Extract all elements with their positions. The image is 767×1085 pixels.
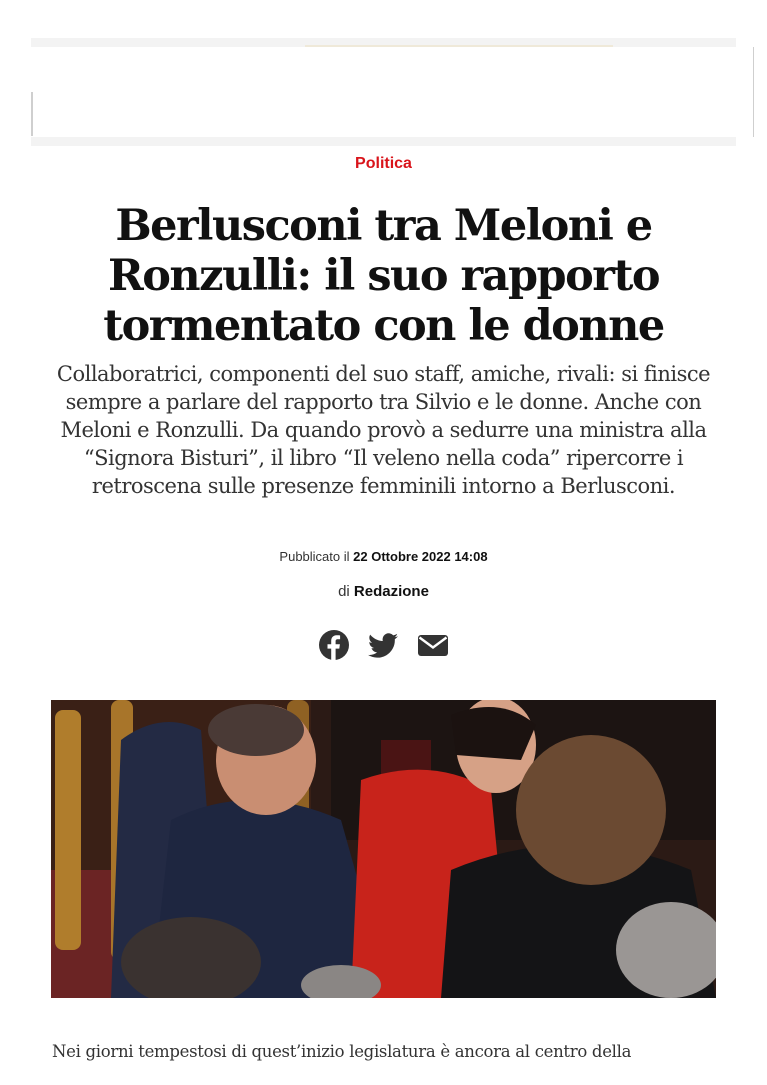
article-subtitle: Collaboratrici, componenti del suo staff, amiche, rivali: si finisce sempre a parlare del rapporto tra Silvio e le donne. Anche con Meloni e Ronzulli. Da quando provò a sedurre una ministra alla “Signora Bisturi”, il libro “Il veleno nella coda” ripercorre i retroscena sulle presenze femminili intorno a Berlusconi. — [56, 362, 711, 498]
article-headline: Berlusconi tra Meloni e Ronzulli: il suo rapporto tormentato con le donne — [103, 201, 664, 351]
share-bar — [318, 629, 449, 663]
article-photo[interactable] — [51, 700, 716, 998]
email-share-button[interactable] — [417, 629, 449, 661]
envelope-icon — [417, 629, 449, 661]
twitter-icon — [367, 629, 399, 661]
twitter-share-button[interactable] — [367, 629, 399, 661]
article-category[interactable]: Politica — [355, 155, 412, 172]
ad-banner-top-line — [305, 45, 613, 47]
article-photo-illustration — [51, 700, 716, 998]
ad-banner-edge — [31, 92, 33, 136]
facebook-share-button[interactable] — [318, 629, 350, 661]
publish-info — [0, 549, 767, 564]
author-prefix: di — [338, 583, 350, 600]
publish-date: 22 Ottobre 2022 14:08 — [353, 549, 488, 564]
publish-prefix: Pubblicato il — [279, 549, 350, 564]
article-body-first-line: Nei giorni tempestosi di quest’inizio legislatura è ancora al centro della — [52, 1042, 632, 1061]
author-name[interactable]: Redazione — [353, 583, 429, 600]
ad-banner-slot[interactable] — [31, 47, 754, 137]
facebook-icon — [318, 629, 350, 661]
author-line — [0, 583, 767, 600]
